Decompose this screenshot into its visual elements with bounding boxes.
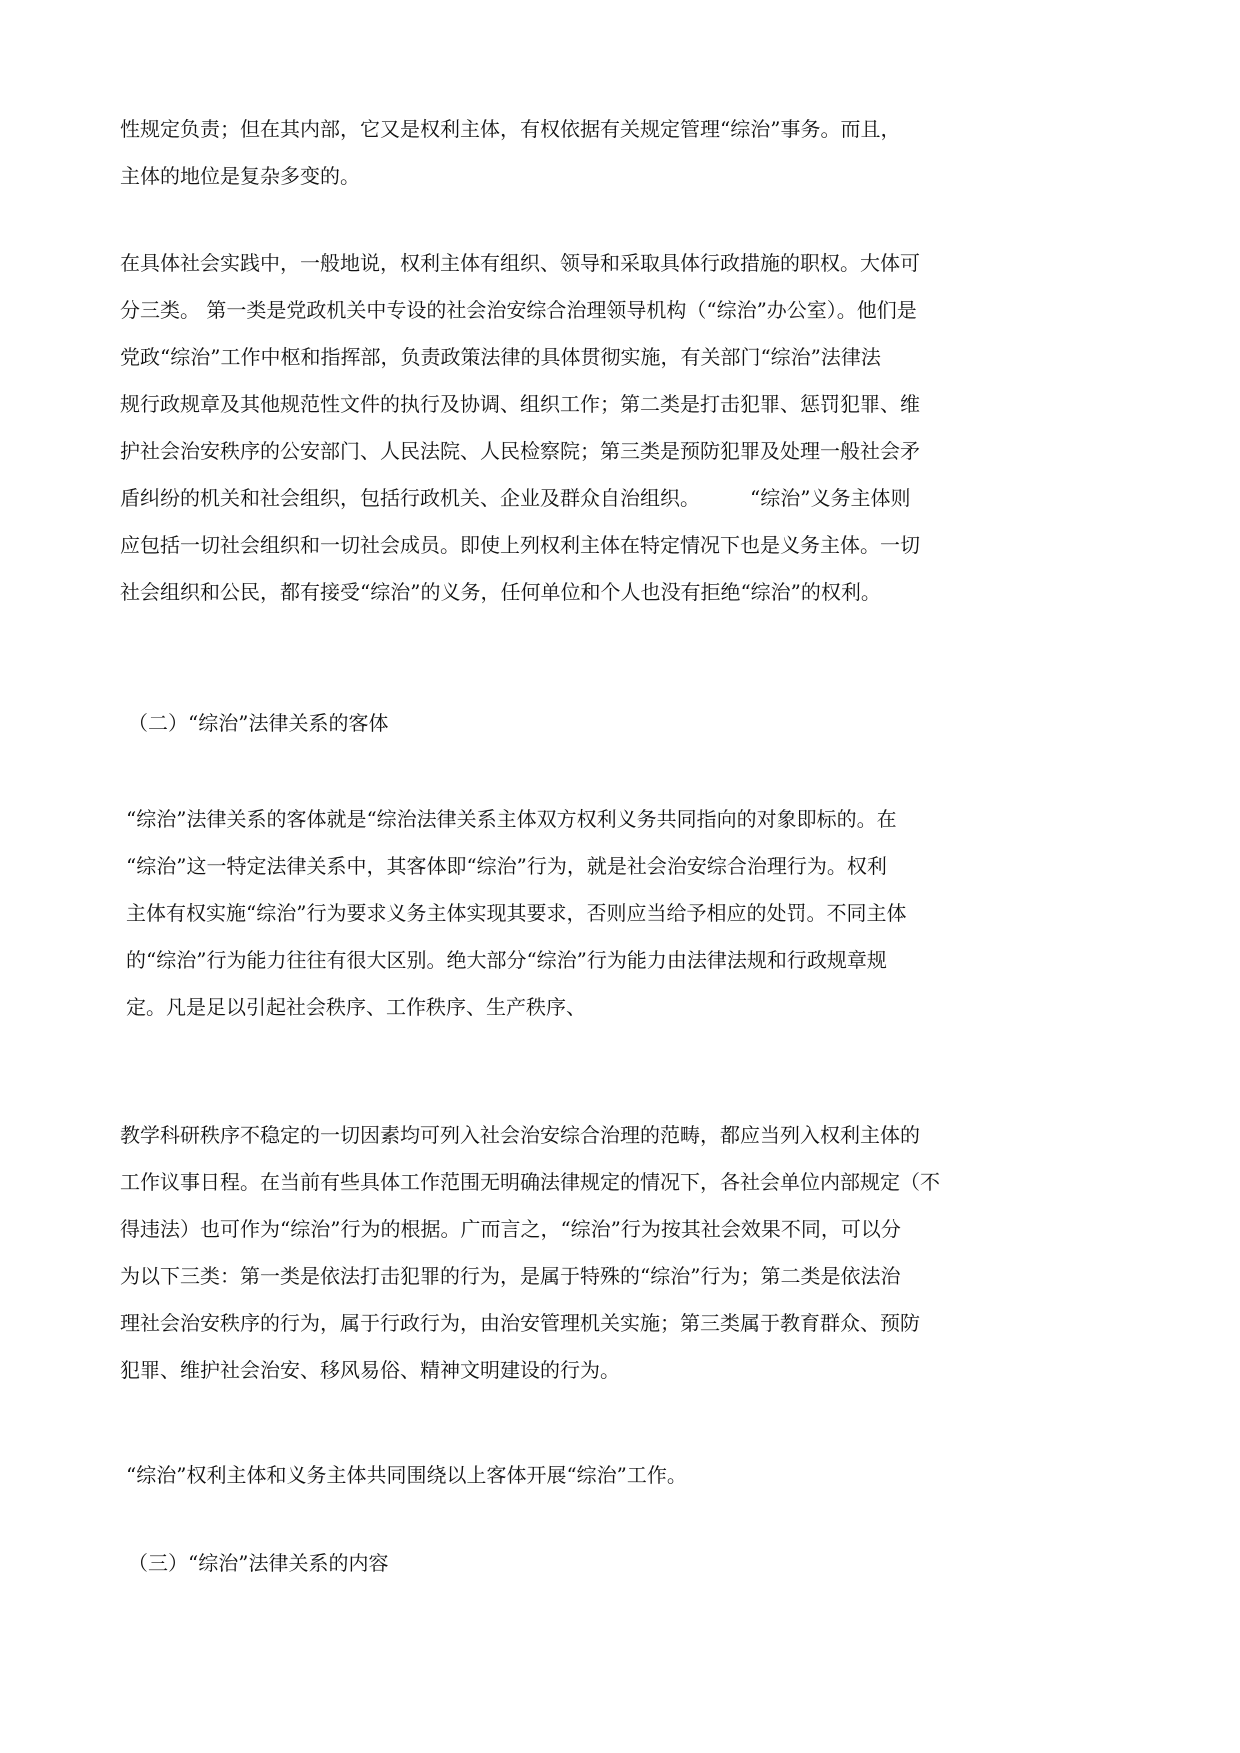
- text-line: 工作议事日程。在当前有些具体工作范围无明确法律规定的情况下，各社会单位内部规定（不: [120, 1170, 940, 1194]
- text-line: 主体有权实施“综治”行为要求义务主体实现其要求，否则应当给予相应的处罚。不同主体: [126, 901, 907, 925]
- text-line: 性规定负责；但在其内部，它又是权利主体，有权依据有关规定管理“综治”事务。而且，: [120, 117, 901, 141]
- text-line: 的“综治”行为能力往往有很大区别。绝大部分“综治”行为能力由法律法规和行政规章规: [126, 948, 887, 972]
- text-line: 得违法）也可作为“综治”行为的根据。广而言之，“综治”行为按其社会效果不同，可以分: [120, 1217, 901, 1241]
- paragraph-5: [120, 1452, 687, 1499]
- text-line: 规行政规章及其他规范性文件的执行及协调、组织工作；第二类是打击犯罪、惩罚犯罪、维: [120, 392, 920, 416]
- text-line: 主体的地位是复杂多变的。: [120, 164, 360, 188]
- section-heading-2: （二）“综治”法律关系的客体: [128, 711, 389, 735]
- text-line: 定。凡是足以引起社会秩序、工作秩序、生产秩序、: [126, 995, 586, 1019]
- text-line: 盾纠纷的机关和社会组织，包括行政机关、企业及群众自治组织。 “综治”义务主体则: [120, 486, 911, 510]
- text-line: 应包括一切社会组织和一切社会成员。即使上列权利主体在特定情况下也是义务主体。一切: [120, 533, 920, 557]
- text-line: “综治”法律关系的客体就是“综治法律关系主体双方权利义务共同指向的对象即标的。在: [126, 807, 897, 831]
- text-line: 护社会治安秩序的公安部门、人民法院、人民检察院；第三类是预防犯罪及处理一般社会矛: [120, 439, 920, 463]
- text-line: “综治”权利主体和义务主体共同围绕以上客体开展“综治”工作。: [126, 1463, 687, 1487]
- section-heading-3: （三）“综治”法律关系的内容: [128, 1551, 389, 1575]
- paragraph-3: [120, 796, 906, 1031]
- paragraph-2: [120, 240, 920, 616]
- text-line: “综治”这一特定法律关系中，其客体即“综治”行为，就是社会治安综合治理行为。权利: [126, 854, 887, 878]
- text-line: 分三类。 第一类是党政机关中专设的社会治安综合治理领导机构（“综治”办公室）。他们是: [120, 298, 917, 322]
- text-line: 党政“综治”工作中枢和指挥部，负责政策法律的具体贯彻实施，有关部门“综治”法律法: [120, 345, 881, 369]
- text-line: 理社会治安秩序的行为，属于行政行为，由治安管理机关实施；第三类属于教育群众、预防: [120, 1311, 920, 1335]
- text-line: 教学科研秩序不稳定的一切因素均可列入社会治安综合治理的范畴，都应当列入权利主体的: [120, 1123, 920, 1147]
- text-line: 犯罪、维护社会治安、移风易俗、精神文明建设的行为。: [120, 1358, 620, 1382]
- text-line: 在具体社会实践中，一般地说，权利主体有组织、领导和采取具体行政措施的职权。大体可: [120, 251, 920, 275]
- text-line: 社会组织和公民，都有接受“综治”的义务，任何单位和个人也没有拒绝“综治”的权利。: [120, 580, 881, 604]
- paragraph-4: [120, 1112, 940, 1394]
- paragraph-1: [120, 106, 900, 200]
- text-line: 为以下三类：第一类是依法打击犯罪的行为，是属于特殊的“综治”行为；第二类是依法治: [120, 1264, 901, 1288]
